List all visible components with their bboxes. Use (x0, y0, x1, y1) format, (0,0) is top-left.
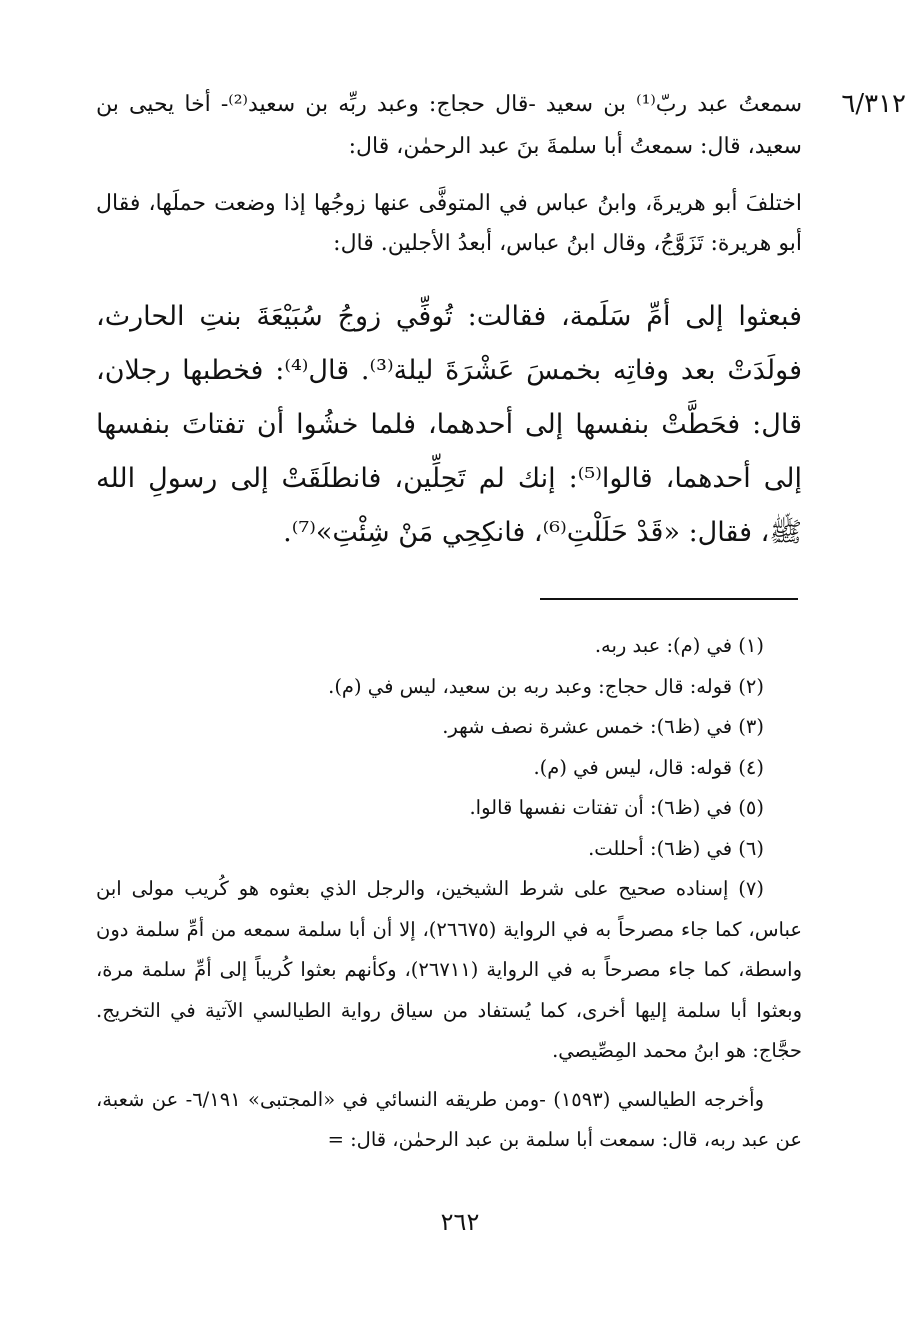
takhrij-text: وأخرجه الطيالسي (١٥٩٣) -ومن طريقه النسائي في «المجتبى» ٦/١٩١- عن شعبة، عن عبد ربه، قال: سمعت أبا سلمة بن عبد الرحمٰن، قال: = (96, 1087, 802, 1151)
hadith-main-text: فبعثوا إلى أمِّ سَلَمة، فقالت: تُوفِّي زوجُ سُبَيْعَةَ بنتِ الحارث، فولَدَتْ بعد وفاتِه بخمسَ عَشْرَةَ ليلة⁽³⁾. قال⁽⁴⁾: فخطبها رجلان، قال: فحَطَّتْ بنفسها إلى أحدهما، فلما خشُوا أن تفتاتَ بنفسها إلى أحدهما، قالوا⁽⁵⁾: إنك لم تَحِلِّين، فانطلَقَتْ إلى رسولِ الله ﷺ، فقال: «قَدْ حَلَلْتِ⁽⁶⁾، فانكِحِي مَنْ شِئْتِ»⁽⁷⁾. (96, 301, 803, 548)
footnotes (96, 626, 802, 1161)
footnote: (١) في (م): عبد ربه. (594, 634, 764, 657)
isnad-chain: سمعتُ عبد ربّ⁽¹⁾ بن سعيد -قال حجاج: وعبد ربِّه بن سعيد⁽²⁾- أخا يحيى بن سعيد، قال: سمعتُ أبا سلمةَ بنَ عبد الرحمٰن، قال: (96, 92, 803, 159)
page-number: ٢٦٢ (440, 1208, 480, 1236)
footnote-separator (540, 598, 798, 600)
footnote: (٣) في (ظ٦): خمس عشرة نصف شهر. (442, 715, 764, 738)
footnote: (٢) قوله: قال حجاج: وعبد ربه بن سعيد، ليس في (م). (328, 674, 764, 698)
hadith-intro-text: اختلفَ أبو هريرةَ، وابنُ عباس في المتوفَّى عنها زوجُها إذا وضعت حملَها، فقال أبو هريرة: تَزَوَّجُ، وقال ابنُ عباس، أبعدُ الأجلين. قال: (96, 191, 802, 256)
footnote: (٤) قوله: قال، ليس في (م). (533, 755, 764, 779)
footnote: (٦) في (ظ٦): أحللت. (588, 836, 764, 860)
footnote: (٥) في (ظ٦): أن تفتات نفسها قالوا. (469, 796, 764, 819)
margin-reference: ٦/٣١٢ (841, 89, 906, 119)
footnote-7: (٧) إسناده صحيح على شرط الشيخين، والرجل الذي بعثوه هو كُريب مولى ابن عباس، كما جاء مصرحاً به في الرواية (٢٦٦٧٥)، إلا أن أبا سلمة سمعه من أمِّ سلمة دون واسطة، كما جاء مصرحاً به في الرواية (٢٦٧١١)، وكأنهم بعثوا كُريباً إلى أمِّ سلمة مرة، وبعثوا أبا سلمة إليها أخرى، كما يُستفاد من سياق رواية الطيالسي الآتية في التخريج. حجَّاج: هو ابنُ محمد المِصِّيصي. (96, 877, 803, 1062)
